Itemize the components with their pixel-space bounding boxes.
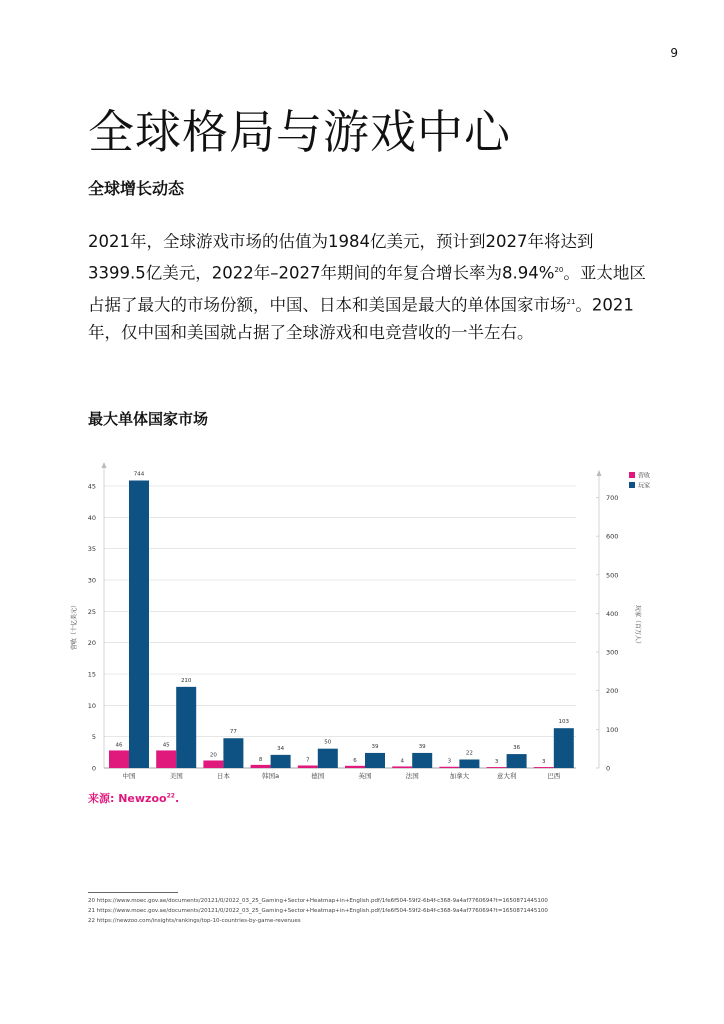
left-tick-label: 30: [87, 576, 96, 585]
left-tick-label: 20: [87, 639, 96, 648]
revenue-data-label: 4: [400, 758, 404, 765]
player-bar: [176, 687, 196, 768]
source-note: [88, 790, 179, 806]
left-tick-label: 15: [87, 670, 96, 679]
player-data-label: 210: [180, 677, 192, 684]
left-tick-label: 0: [91, 764, 96, 773]
player-data-label: 22: [465, 750, 473, 757]
footnote-21: 21 https://www.moec.gov.ae/documents/20121/0/2022_03_25_Gaming+Sector+Heatmap+in+English.pdf/1fe6f504-59f2-6b4f-c368-9a4af7760694?t=1650871445100: [88, 908, 548, 914]
left-tick-label: 35: [87, 545, 96, 554]
market-bar-chart: [56, 450, 676, 786]
category-label: 中国: [122, 772, 136, 780]
footnote-ref-22: 22: [166, 792, 175, 800]
chart-title: 最大单体国家市场: [88, 410, 209, 428]
revenue-bar: [203, 760, 223, 768]
revenue-bar: [298, 765, 318, 768]
revenue-bar: [345, 766, 365, 768]
revenue-bar: [109, 750, 129, 768]
right-axis-arrow: [597, 470, 602, 476]
left-axis-arrow: [102, 462, 107, 468]
revenue-data-label: 7: [306, 757, 310, 764]
footnote-divider: [88, 892, 178, 893]
category-label: 英国: [358, 772, 372, 780]
legend-swatch-players: [629, 482, 635, 488]
player-data-label: 36: [513, 745, 521, 752]
paragraph-part-1: 2021年，全球游戏市场的估值为1984亿美元，预计到2027年将达到3399.5亿美元，2022年–2027年期间的年复合增长率为8.94%: [88, 232, 594, 283]
player-data-label: 39: [418, 743, 426, 750]
left-tick-label: 40: [87, 513, 96, 522]
legend-label-players: 玩家: [638, 482, 651, 490]
right-tick-label: 100: [606, 725, 619, 734]
page-title: 全球格局与游戏中心: [88, 105, 511, 159]
player-bar: [554, 728, 574, 768]
player-bar: [129, 480, 149, 768]
player-data-label: 39: [371, 743, 379, 750]
left-tick-label: 25: [87, 607, 96, 616]
category-label: 美国: [169, 772, 183, 780]
player-bar: [459, 759, 479, 768]
player-data-label: 34: [277, 745, 285, 752]
y-axis-label-right: 玩家（百万人）: [634, 604, 641, 648]
left-tick-label: 10: [87, 701, 96, 710]
right-tick-label: 300: [606, 648, 619, 657]
revenue-bar: [439, 767, 459, 768]
source-label: 来源: Newzoo: [88, 792, 167, 805]
revenue-data-label: 20: [209, 752, 217, 759]
category-label: 意大利: [496, 772, 517, 780]
footnote-22: 22 https://newzoo.com/insights/rankings/top-10-countries-by-game-revenues: [88, 918, 301, 924]
section-subtitle: 全球增长动态: [88, 179, 185, 198]
footnote-20: 20 https://www.moec.gov.ae/documents/20121/0/2022_03_25_Gaming+Sector+Heatmap+in+English.pdf/1fe6f504-59f2-6b4f-c368-9a4af7760694?t=1650871445100: [88, 898, 548, 904]
player-bar: [318, 749, 338, 768]
revenue-bar: [392, 766, 412, 768]
category-label: 韩国a: [262, 772, 280, 780]
revenue-bar: [156, 750, 176, 768]
revenue-data-label: 8: [258, 756, 263, 763]
category-label: 日本: [216, 772, 230, 780]
footnote-ref-20: 20: [554, 266, 564, 274]
revenue-data-label: 3: [542, 759, 546, 766]
category-label: 巴西: [547, 772, 561, 780]
paragraph-part-3: 。2021年，仅中国和美国就占据了全球游戏和电竞营收的一半左右。: [88, 295, 634, 342]
revenue-data-label: 46: [115, 742, 123, 749]
category-label: 德国: [311, 772, 325, 780]
legend-label-revenue: 营收: [638, 472, 651, 480]
category-label: 法国: [405, 772, 419, 780]
player-data-label: 77: [229, 729, 237, 736]
revenue-bar: [534, 767, 554, 768]
right-tick-label: 200: [606, 687, 619, 696]
revenue-data-label: 3: [494, 759, 499, 766]
player-data-label: 50: [324, 739, 332, 746]
left-tick-label: 45: [87, 482, 96, 491]
revenue-data-label: 45: [162, 742, 170, 749]
revenue-bar: [487, 767, 507, 768]
player-data-label: 744: [133, 471, 145, 478]
legend-swatch-revenue: [629, 472, 635, 478]
source-suffix: .: [174, 792, 180, 805]
category-label: 加拿大: [449, 772, 470, 780]
revenue-data-label: 6: [353, 757, 357, 764]
right-tick-label: 500: [606, 571, 619, 580]
right-tick-label: 0: [606, 764, 611, 773]
revenue-bar: [251, 765, 271, 768]
y-axis-label-left: 营收（十亿美元）: [71, 601, 78, 651]
page-number: 9: [670, 46, 678, 60]
footnote-ref-21: 21: [566, 297, 576, 306]
right-tick-label: 600: [606, 532, 619, 541]
player-bar: [365, 753, 385, 768]
player-data-label: 103: [558, 719, 570, 726]
player-bar: [223, 738, 243, 768]
paragraph-part-2: 。亚太地区占据了最大的市场份额，中国、日本和美国是最大的单体国家市场: [88, 263, 646, 314]
revenue-data-label: 3: [447, 758, 452, 765]
left-tick-label: 5: [91, 733, 96, 742]
player-bar: [507, 754, 527, 768]
right-tick-label: 700: [606, 494, 619, 502]
right-tick-label: 400: [606, 609, 619, 618]
footnotes: [88, 896, 548, 926]
body-paragraph: [88, 228, 648, 347]
player-bar: [412, 753, 432, 768]
player-bar: [271, 755, 291, 768]
